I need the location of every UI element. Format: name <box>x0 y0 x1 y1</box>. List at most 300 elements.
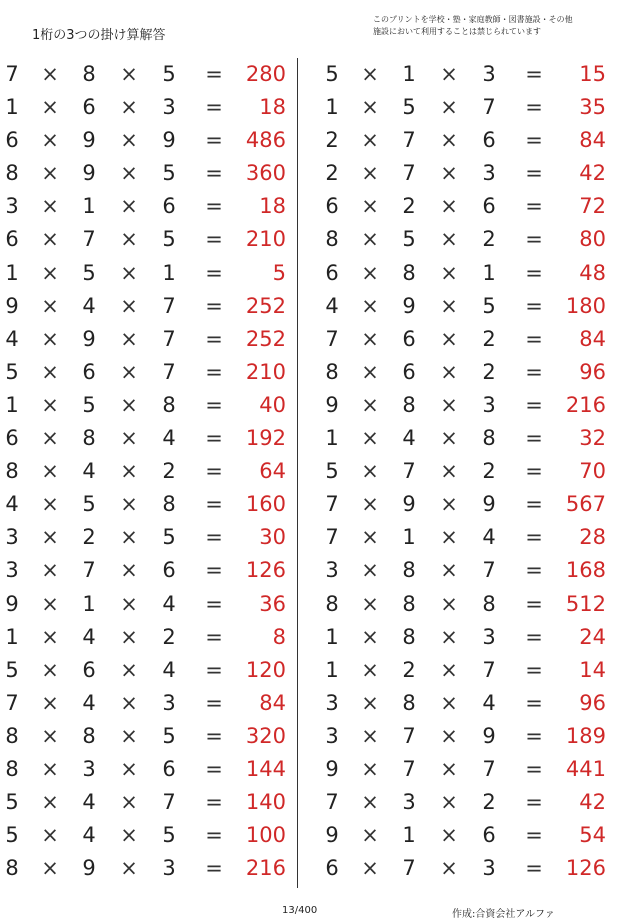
second-factor: 6 <box>402 359 416 384</box>
times-sign: × <box>120 227 138 252</box>
second-factor: 7 <box>402 756 416 781</box>
times-sign: × <box>120 525 138 550</box>
third-factor: 7 <box>482 558 496 583</box>
equals-sign: = <box>525 856 543 881</box>
first-factor: 5 <box>325 459 339 484</box>
equals-sign: = <box>525 95 543 120</box>
problem-row <box>0 521 320 554</box>
equals-sign: = <box>205 459 223 484</box>
times-sign: × <box>41 657 59 682</box>
first-factor: 7 <box>5 690 19 715</box>
second-factor: 1 <box>402 823 416 848</box>
third-factor: 7 <box>482 95 496 120</box>
answer: 216 <box>565 392 606 417</box>
answer: 192 <box>245 426 286 451</box>
times-sign: × <box>120 326 138 351</box>
third-factor: 5 <box>162 227 176 252</box>
answer: 5 <box>272 260 286 285</box>
equals-sign: = <box>525 690 543 715</box>
equals-sign: = <box>525 492 543 517</box>
times-sign: × <box>440 359 458 384</box>
third-factor: 9 <box>482 492 496 517</box>
page-number: 13/400 <box>282 905 318 916</box>
second-factor: 1 <box>82 194 96 219</box>
equals-sign: = <box>525 790 543 815</box>
third-factor: 5 <box>162 723 176 748</box>
second-factor: 6 <box>82 359 96 384</box>
third-factor: 3 <box>162 95 176 120</box>
times-sign: × <box>41 823 59 848</box>
equals-sign: = <box>205 326 223 351</box>
problem-row <box>320 521 640 554</box>
times-sign: × <box>120 823 138 848</box>
second-factor: 7 <box>402 161 416 186</box>
problem-row <box>320 223 640 256</box>
equals-sign: = <box>525 194 543 219</box>
first-factor: 5 <box>5 657 19 682</box>
equals-sign: = <box>205 194 223 219</box>
answer: 96 <box>579 690 606 715</box>
problem-row <box>0 124 320 157</box>
answer: 360 <box>245 161 286 186</box>
second-factor: 8 <box>402 558 416 583</box>
equals-sign: = <box>205 260 223 285</box>
times-sign: × <box>120 293 138 318</box>
third-factor: 4 <box>162 591 176 616</box>
second-factor: 4 <box>402 426 416 451</box>
problem-row <box>0 687 320 720</box>
first-factor: 3 <box>325 558 339 583</box>
times-sign: × <box>361 459 379 484</box>
problem-row <box>320 488 640 521</box>
times-sign: × <box>440 823 458 848</box>
first-factor: 8 <box>5 723 19 748</box>
second-factor: 1 <box>82 591 96 616</box>
answer: 84 <box>579 128 606 153</box>
problem-row <box>320 257 640 290</box>
first-factor: 4 <box>325 293 339 318</box>
equals-sign: = <box>205 756 223 781</box>
times-sign: × <box>361 492 379 517</box>
first-factor: 1 <box>325 426 339 451</box>
second-factor: 3 <box>402 790 416 815</box>
problem-row <box>0 455 320 488</box>
first-factor: 1 <box>325 624 339 649</box>
times-sign: × <box>440 459 458 484</box>
third-factor: 6 <box>162 756 176 781</box>
first-factor: 7 <box>325 326 339 351</box>
equals-sign: = <box>525 426 543 451</box>
second-factor: 9 <box>402 293 416 318</box>
second-factor: 8 <box>402 392 416 417</box>
equals-sign: = <box>205 392 223 417</box>
problem-row <box>320 687 640 720</box>
answer: 216 <box>245 856 286 881</box>
third-factor: 6 <box>162 558 176 583</box>
times-sign: × <box>41 459 59 484</box>
equals-sign: = <box>525 62 543 86</box>
answer: 8 <box>272 624 286 649</box>
equals-sign: = <box>205 558 223 583</box>
first-factor: 8 <box>5 756 19 781</box>
first-factor: 1 <box>5 260 19 285</box>
times-sign: × <box>440 161 458 186</box>
usage-notice-line-1: このプリントを学校・塾・家庭教師・図書施設・その他 <box>373 15 573 24</box>
equals-sign: = <box>205 128 223 153</box>
problem-row <box>0 389 320 422</box>
first-factor: 1 <box>5 95 19 120</box>
first-factor: 3 <box>5 558 19 583</box>
second-factor: 8 <box>402 260 416 285</box>
first-factor: 5 <box>5 823 19 848</box>
third-factor: 3 <box>482 624 496 649</box>
first-factor: 8 <box>325 227 339 252</box>
first-factor: 6 <box>325 260 339 285</box>
third-factor: 3 <box>482 392 496 417</box>
first-factor: 9 <box>5 293 19 318</box>
second-factor: 2 <box>402 194 416 219</box>
equals-sign: = <box>525 525 543 550</box>
times-sign: × <box>120 690 138 715</box>
answer: 42 <box>579 790 606 815</box>
equals-sign: = <box>525 326 543 351</box>
right-problem-column <box>320 58 640 885</box>
equals-sign: = <box>525 359 543 384</box>
times-sign: × <box>361 227 379 252</box>
problem-row <box>320 91 640 124</box>
third-factor: 4 <box>162 426 176 451</box>
answer: 280 <box>245 62 286 86</box>
third-factor: 9 <box>482 723 496 748</box>
first-factor: 5 <box>5 359 19 384</box>
first-factor: 1 <box>325 95 339 120</box>
answer: 252 <box>245 293 286 318</box>
second-factor: 4 <box>82 690 96 715</box>
times-sign: × <box>440 525 458 550</box>
equals-sign: = <box>525 756 543 781</box>
third-factor: 6 <box>482 823 496 848</box>
problem-row <box>0 323 320 356</box>
times-sign: × <box>41 591 59 616</box>
first-factor: 7 <box>325 492 339 517</box>
times-sign: × <box>41 95 59 120</box>
equals-sign: = <box>205 790 223 815</box>
third-factor: 9 <box>162 128 176 153</box>
answer: 210 <box>245 359 286 384</box>
second-factor: 7 <box>82 227 96 252</box>
times-sign: × <box>41 392 59 417</box>
answer: 48 <box>579 260 606 285</box>
third-factor: 4 <box>162 657 176 682</box>
times-sign: × <box>41 359 59 384</box>
second-factor: 4 <box>82 823 96 848</box>
times-sign: × <box>41 690 59 715</box>
second-factor: 5 <box>82 392 96 417</box>
problem-row <box>320 389 640 422</box>
times-sign: × <box>41 525 59 550</box>
times-sign: × <box>361 823 379 848</box>
problem-row <box>320 588 640 621</box>
second-factor: 4 <box>82 790 96 815</box>
times-sign: × <box>361 723 379 748</box>
answer: 441 <box>565 756 606 781</box>
first-factor: 1 <box>325 657 339 682</box>
worksheet-title: 1桁の3つの掛け算解答 <box>32 28 166 43</box>
problem-row <box>320 323 640 356</box>
equals-sign: = <box>205 492 223 517</box>
answer: 126 <box>245 558 286 583</box>
second-factor: 7 <box>402 128 416 153</box>
answer: 160 <box>245 492 286 517</box>
times-sign: × <box>120 624 138 649</box>
third-factor: 4 <box>482 690 496 715</box>
times-sign: × <box>41 790 59 815</box>
second-factor: 5 <box>402 95 416 120</box>
equals-sign: = <box>525 392 543 417</box>
times-sign: × <box>440 856 458 881</box>
first-factor: 7 <box>325 525 339 550</box>
times-sign: × <box>440 293 458 318</box>
first-factor: 8 <box>5 161 19 186</box>
answer: 320 <box>245 723 286 748</box>
equals-sign: = <box>205 62 223 86</box>
equals-sign: = <box>205 591 223 616</box>
first-factor: 4 <box>5 492 19 517</box>
times-sign: × <box>120 657 138 682</box>
equals-sign: = <box>525 823 543 848</box>
third-factor: 3 <box>482 856 496 881</box>
answer: 80 <box>579 227 606 252</box>
equals-sign: = <box>525 260 543 285</box>
times-sign: × <box>120 756 138 781</box>
times-sign: × <box>41 161 59 186</box>
times-sign: × <box>41 326 59 351</box>
first-factor: 6 <box>5 227 19 252</box>
first-factor: 8 <box>5 856 19 881</box>
second-factor: 9 <box>402 492 416 517</box>
times-sign: × <box>440 690 458 715</box>
answer: 120 <box>245 657 286 682</box>
times-sign: × <box>440 723 458 748</box>
equals-sign: = <box>525 591 543 616</box>
first-factor: 9 <box>325 823 339 848</box>
times-sign: × <box>440 558 458 583</box>
problem-row <box>0 488 320 521</box>
answer: 70 <box>579 459 606 484</box>
answer: 84 <box>579 326 606 351</box>
equals-sign: = <box>205 95 223 120</box>
equals-sign: = <box>525 723 543 748</box>
times-sign: × <box>440 426 458 451</box>
third-factor: 5 <box>162 161 176 186</box>
problem-row <box>320 819 640 852</box>
answer: 40 <box>259 392 286 417</box>
problem-row <box>0 223 320 256</box>
second-factor: 8 <box>82 426 96 451</box>
second-factor: 5 <box>82 492 96 517</box>
problem-row <box>320 290 640 323</box>
third-factor: 7 <box>162 359 176 384</box>
answer: 15 <box>579 62 606 86</box>
times-sign: × <box>41 756 59 781</box>
answer: 28 <box>579 525 606 550</box>
third-factor: 7 <box>162 790 176 815</box>
times-sign: × <box>120 260 138 285</box>
third-factor: 6 <box>162 194 176 219</box>
first-factor: 6 <box>5 128 19 153</box>
times-sign: × <box>120 492 138 517</box>
times-sign: × <box>120 392 138 417</box>
answer: 486 <box>245 128 286 153</box>
problem-row <box>320 157 640 190</box>
times-sign: × <box>440 95 458 120</box>
answer: 30 <box>259 525 286 550</box>
third-factor: 2 <box>482 459 496 484</box>
third-factor: 4 <box>482 525 496 550</box>
third-factor: 5 <box>482 293 496 318</box>
times-sign: × <box>361 756 379 781</box>
problem-row <box>320 58 640 91</box>
times-sign: × <box>120 95 138 120</box>
equals-sign: = <box>525 459 543 484</box>
times-sign: × <box>41 260 59 285</box>
equals-sign: = <box>525 293 543 318</box>
second-factor: 7 <box>402 459 416 484</box>
second-factor: 4 <box>82 624 96 649</box>
times-sign: × <box>120 723 138 748</box>
times-sign: × <box>120 558 138 583</box>
third-factor: 8 <box>482 591 496 616</box>
answer: 54 <box>579 823 606 848</box>
times-sign: × <box>361 856 379 881</box>
answer: 36 <box>259 591 286 616</box>
problem-row <box>0 290 320 323</box>
first-factor: 5 <box>5 790 19 815</box>
answer: 14 <box>579 657 606 682</box>
times-sign: × <box>361 558 379 583</box>
first-factor: 6 <box>325 194 339 219</box>
equals-sign: = <box>205 823 223 848</box>
answer: 168 <box>565 558 606 583</box>
problem-row <box>320 356 640 389</box>
third-factor: 1 <box>482 260 496 285</box>
times-sign: × <box>361 260 379 285</box>
third-factor: 6 <box>482 128 496 153</box>
times-sign: × <box>361 392 379 417</box>
times-sign: × <box>440 492 458 517</box>
answer: 42 <box>579 161 606 186</box>
problem-row <box>320 455 640 488</box>
times-sign: × <box>120 459 138 484</box>
equals-sign: = <box>525 624 543 649</box>
third-factor: 2 <box>482 227 496 252</box>
first-factor: 3 <box>325 690 339 715</box>
times-sign: × <box>440 326 458 351</box>
first-factor: 2 <box>325 128 339 153</box>
times-sign: × <box>361 624 379 649</box>
answer: 140 <box>245 790 286 815</box>
times-sign: × <box>41 293 59 318</box>
times-sign: × <box>361 591 379 616</box>
problem-row <box>0 786 320 819</box>
equals-sign: = <box>525 558 543 583</box>
second-factor: 7 <box>402 723 416 748</box>
times-sign: × <box>120 359 138 384</box>
second-factor: 8 <box>82 723 96 748</box>
times-sign: × <box>361 62 379 86</box>
third-factor: 7 <box>482 657 496 682</box>
first-factor: 1 <box>5 392 19 417</box>
first-factor: 3 <box>325 723 339 748</box>
times-sign: × <box>361 293 379 318</box>
first-factor: 1 <box>5 624 19 649</box>
first-factor: 9 <box>5 591 19 616</box>
equals-sign: = <box>205 723 223 748</box>
problem-row <box>0 720 320 753</box>
problem-row <box>0 91 320 124</box>
third-factor: 5 <box>162 823 176 848</box>
times-sign: × <box>440 624 458 649</box>
usage-notice-line-2: 施設において利用することは禁じられています <box>373 27 541 36</box>
problem-row <box>320 124 640 157</box>
first-factor: 3 <box>5 525 19 550</box>
first-factor: 8 <box>325 591 339 616</box>
times-sign: × <box>440 756 458 781</box>
problem-row <box>0 58 320 91</box>
second-factor: 9 <box>82 856 96 881</box>
answer: 512 <box>565 591 606 616</box>
problem-row <box>320 786 640 819</box>
times-sign: × <box>361 95 379 120</box>
problem-row <box>320 621 640 654</box>
times-sign: × <box>120 790 138 815</box>
problem-row <box>320 554 640 587</box>
second-factor: 4 <box>82 293 96 318</box>
answer: 18 <box>259 95 286 120</box>
third-factor: 3 <box>482 161 496 186</box>
times-sign: × <box>41 128 59 153</box>
problem-row <box>0 654 320 687</box>
third-factor: 3 <box>162 856 176 881</box>
second-factor: 8 <box>82 62 96 86</box>
equals-sign: = <box>205 426 223 451</box>
times-sign: × <box>361 525 379 550</box>
second-factor: 4 <box>82 459 96 484</box>
times-sign: × <box>361 128 379 153</box>
author-credit: 作成:合資会社アルファ <box>452 909 555 920</box>
answer: 189 <box>565 723 606 748</box>
answer: 567 <box>565 492 606 517</box>
equals-sign: = <box>205 856 223 881</box>
equals-sign: = <box>205 657 223 682</box>
second-factor: 8 <box>402 690 416 715</box>
problem-row <box>320 753 640 786</box>
equals-sign: = <box>205 161 223 186</box>
problem-row <box>320 422 640 455</box>
problem-row <box>0 190 320 223</box>
second-factor: 3 <box>82 756 96 781</box>
equals-sign: = <box>205 525 223 550</box>
third-factor: 8 <box>162 392 176 417</box>
times-sign: × <box>361 426 379 451</box>
times-sign: × <box>361 790 379 815</box>
first-factor: 8 <box>325 359 339 384</box>
third-factor: 7 <box>162 326 176 351</box>
times-sign: × <box>120 161 138 186</box>
equals-sign: = <box>525 227 543 252</box>
answer: 126 <box>565 856 606 881</box>
first-factor: 9 <box>325 392 339 417</box>
